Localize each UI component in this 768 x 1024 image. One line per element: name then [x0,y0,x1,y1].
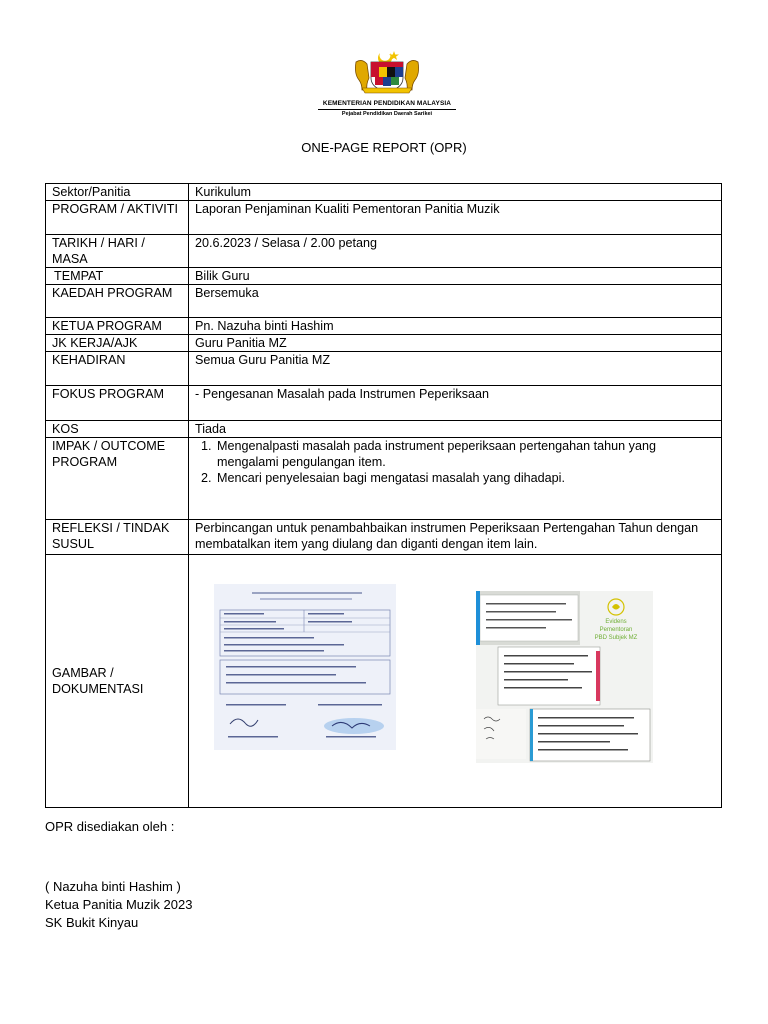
row-label: TARIKH / HARI / MASA [46,235,189,268]
malaysia-coat-of-arms-icon [350,48,424,96]
row-label: IMPAK / OUTCOME PROGRAM [46,438,189,520]
row-label: GAMBAR / DOKUMENTASI [46,555,189,808]
row-value [189,438,722,520]
office-name: Pejabat Pendidikan Daerah Sarikei [341,111,433,117]
row-value: 20.6.2023 / Selasa / 2.00 petang [189,235,722,268]
table-row [46,520,722,555]
list-item: 2. Mencari penyelesaian bagi mengatasi masalah yang dihadapi. [215,470,715,486]
row-value: Bilik Guru [189,268,722,285]
table-row [46,421,722,438]
row-label: KOS [46,421,189,438]
table-row [46,318,722,335]
row-label: KAEDAH PROGRAM [46,285,189,318]
row-label: KETUA PROGRAM [46,318,189,335]
ministry-name: KEMENTERIAN PENDIDIKAN MALAYSIA [322,100,452,107]
signatory-position: Ketua Panitia Muzik 2023 [45,897,193,912]
table-row [46,555,722,808]
table-row [46,386,722,421]
row-value: Tiada [189,421,722,438]
row-value: - Pengesanan Masalah pada Instrumen Peperiksaan [189,386,722,421]
table-row [46,335,722,352]
report-title: ONE-PAGE REPORT (OPR) [301,140,467,155]
row-value: Pn. Nazuha binti Hashim [189,318,722,335]
table-row [46,285,722,318]
evidence-collage-photo [476,591,653,763]
table-row [46,235,722,268]
signatory-school: SK Bukit Kinyau [45,915,139,930]
row-value: Guru Panitia MZ [189,335,722,352]
impak-list [195,438,715,486]
table-row [46,268,722,285]
row-label: TEMPAT [46,268,189,285]
prepared-by-label: OPR disediakan oleh : [45,819,175,834]
row-label: JK KERJA/AJK [46,335,189,352]
row-value: Kurikulum [189,184,722,201]
row-label: REFLEKSI / TINDAK SUSUL [46,520,189,555]
table-row [46,201,722,235]
ministry-divider [318,109,456,110]
table-row [46,438,722,520]
letterhead [312,48,462,124]
photo-area [189,555,721,807]
table-row [46,352,722,386]
row-label: KEHADIRAN [46,352,189,386]
row-value: Bersemuka [189,285,722,318]
row-label: FOKUS PROGRAM [46,386,189,421]
row-value: Perbincangan untuk penambahbaikan instrumen Peperiksaan Pertengahan Tahun dengan membatalkan item yang diulang dan diganti dengan item lain. [189,520,722,555]
row-value [189,555,722,808]
collage-caption-line2: Pementoran [599,627,633,633]
collage-caption-line3: PBD Subjek MZ [594,635,638,641]
row-label: PROGRAM / AKTIVITI [46,201,189,235]
document-photo [214,584,396,750]
collage-caption-line1: Evidens [605,619,627,625]
row-label: Sektor/Panitia [46,184,189,201]
opr-table [45,183,722,808]
list-item: 1. Mengenalpasti masalah pada instrument peperiksaan pertengahan tahun yang mengalami pengulangan item. [215,438,715,470]
row-value: Laporan Penjaminan Kualiti Pementoran Panitia Muzik [189,201,722,235]
signatory-name: ( Nazuha binti Hashim ) [45,879,181,894]
table-row [46,184,722,201]
row-value: Semua Guru Panitia MZ [189,352,722,386]
